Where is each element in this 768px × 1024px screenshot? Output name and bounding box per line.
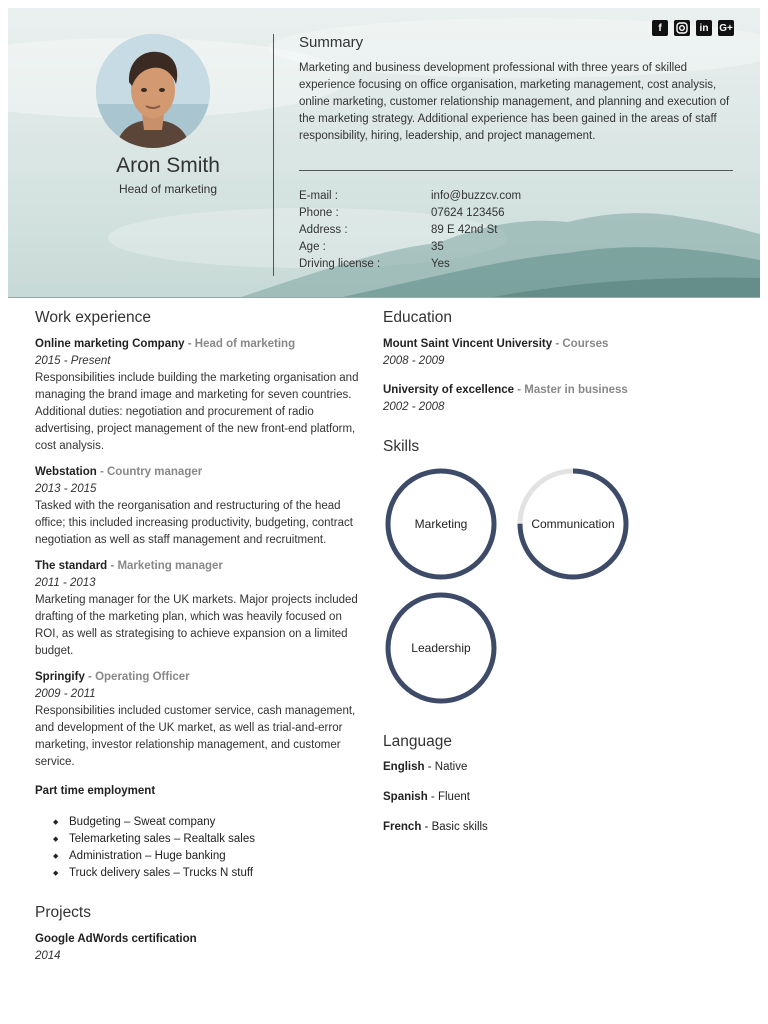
language-item: French - Basic skills bbox=[383, 821, 488, 833]
profile-name: Aron Smith bbox=[116, 154, 220, 177]
skills-rings bbox=[383, 466, 743, 721]
header-banner bbox=[8, 8, 760, 298]
education-course: Courses bbox=[562, 338, 609, 350]
vertical-divider bbox=[273, 34, 274, 276]
education-dates: 2002 - 2008 bbox=[383, 401, 445, 413]
job-dates: 2009 - 2011 bbox=[35, 688, 96, 700]
linkedin-icon[interactable]: in bbox=[696, 20, 712, 36]
google-plus-icon[interactable]: G+ bbox=[718, 20, 734, 36]
summary-title: Summary bbox=[299, 34, 364, 51]
part-time-list bbox=[53, 814, 360, 882]
job-company: Springify bbox=[35, 671, 85, 683]
contact-row-phone bbox=[299, 205, 521, 222]
list-item: ◆ Budgeting – Sweat company bbox=[53, 814, 360, 831]
contact-label: E-mail : bbox=[299, 190, 338, 202]
age-value: 35 bbox=[431, 241, 444, 253]
part-time-title: Part time employment bbox=[35, 785, 156, 797]
skill-label: Leadership bbox=[411, 641, 471, 655]
language-level: Native bbox=[434, 761, 468, 773]
contact-row-license bbox=[299, 256, 521, 273]
contact-row-age bbox=[299, 239, 521, 256]
address-value: 89 E 42nd St bbox=[431, 224, 498, 236]
contact-label: Age : bbox=[299, 241, 326, 253]
contact-label: Address : bbox=[299, 224, 348, 236]
job-position: Operating Officer bbox=[95, 671, 190, 683]
job-description: Responsibilities included customer service, cash management, and development of the UK market, as well as trial-and-error marketing, investor relationship management, and customer service. bbox=[35, 705, 356, 768]
right-column bbox=[383, 309, 743, 836]
education-school: University of excellence bbox=[383, 384, 515, 396]
language-title: Language bbox=[383, 733, 452, 750]
skill-ring-marketing bbox=[383, 466, 499, 582]
list-item: ◆ Telemarketing sales – Realtalk sales bbox=[53, 831, 360, 848]
skill-label: Marketing bbox=[414, 517, 468, 531]
work-experience-title: Work experience bbox=[35, 309, 152, 326]
language-level: Basic skills bbox=[431, 821, 488, 833]
job-entry: The standard - Marketing manager 2011 - 2013 Marketing manager for the UK markets. Major projects included drafting of the marketing plan, which was heavily focused on ROI, as well as strategising to achieve expansion on a limited budget. bbox=[35, 558, 360, 660]
skill-ring-communication bbox=[515, 466, 631, 582]
project-year: 2014 bbox=[35, 950, 61, 962]
job-dates: 2011 - 2013 bbox=[35, 577, 96, 589]
education-school: Mount Saint Vincent University bbox=[383, 338, 553, 350]
job-position: Marketing manager bbox=[117, 560, 223, 572]
list-item: ◆ Administration – Huge banking bbox=[53, 848, 360, 865]
language-name: English bbox=[383, 761, 425, 773]
contact-row-email bbox=[299, 188, 521, 205]
language-item: English - Native bbox=[383, 761, 468, 773]
project-entry bbox=[35, 931, 360, 965]
job-company: Online marketing Company bbox=[35, 338, 185, 350]
horizontal-divider bbox=[299, 170, 733, 171]
summary-text: Marketing and business development professional with three years of skilled experience focusing on office organisation, marketing management, cost analysis, online marketing, customer relationship management, and planning and execution of the marketing strategy. Additional experience has been gained in the areas of staff responsibility, hiring, leadership, and project management. bbox=[299, 62, 730, 142]
facebook-icon[interactable]: f bbox=[652, 20, 668, 36]
education-dates: 2008 - 2009 bbox=[383, 355, 445, 367]
language-name: Spanish bbox=[383, 791, 428, 803]
job-company: The standard bbox=[35, 560, 108, 572]
job-description: Marketing manager for the UK markets. Major projects included drafting of the marketing plan, which was heavily focused on ROI, as well as strategising to achieve expansion on a limited budget. bbox=[35, 594, 358, 657]
job-description: Responsibilities include building the marketing organisation and managing the brand image and marketing for seven countries. Additional duties: negotiation and procurement of radio advertising, project management of the new front-end platform, cost analysis. bbox=[35, 372, 359, 452]
job-entry: Springify - Operating Officer 2009 - 2011 Responsibilities included customer service, cash management, and development of the UK market, as well as trial-and-error marketing, investor relationship management, and customer service. bbox=[35, 669, 360, 771]
job-entry: Online marketing Company - Head of marketing 2015 - Present Responsibilities include building the marketing organisation and managing the brand image and marketing for seven countries. Additional duties: negotiation and procurement of radio advertising, project management of the new front-end platform, cost analysis. bbox=[35, 336, 360, 455]
email-value[interactable]: info@buzzcv.com bbox=[431, 190, 522, 202]
language-level: Fluent bbox=[437, 791, 470, 803]
contact-label: Phone : bbox=[299, 207, 339, 219]
projects-title: Projects bbox=[35, 904, 91, 921]
contact-label: Driving license : bbox=[299, 258, 381, 270]
skill-label: Communication bbox=[531, 517, 615, 531]
education-course: Master in business bbox=[524, 384, 628, 396]
job-company: Webstation bbox=[35, 466, 97, 478]
job-entry: Webstation - Country manager 2013 - 2015 Tasked with the reorganisation and restructuring of the head office; this included increasing productivity, budgeting, contract negotiation as well as staff management and recruitment. bbox=[35, 464, 360, 549]
phone-value: 07624 123456 bbox=[431, 207, 505, 219]
job-dates: 2013 - 2015 bbox=[35, 483, 97, 495]
education-title: Education bbox=[383, 309, 452, 326]
avatar bbox=[96, 34, 210, 148]
contact-info bbox=[299, 188, 521, 273]
education-entry: Mount Saint Vincent University - Courses 2008 - 2009 bbox=[383, 336, 743, 370]
social-links bbox=[652, 20, 734, 36]
job-dates: 2015 - Present bbox=[35, 355, 111, 367]
skill-ring-leadership bbox=[383, 590, 499, 706]
language-name: French bbox=[383, 821, 422, 833]
job-position: Head of marketing bbox=[194, 338, 296, 350]
contact-row-address bbox=[299, 222, 521, 239]
instagram-icon[interactable] bbox=[674, 20, 690, 36]
skills-title: Skills bbox=[383, 438, 420, 455]
language-item: Spanish - Fluent bbox=[383, 791, 470, 803]
license-value: Yes bbox=[431, 258, 450, 270]
list-item: ◆ Truck delivery sales – Trucks N stuff bbox=[53, 865, 360, 882]
education-entry: University of excellence - Master in business 2002 - 2008 bbox=[383, 382, 743, 416]
project-name: Google AdWords certification bbox=[35, 933, 197, 945]
profile-role: Head of marketing bbox=[118, 182, 218, 196]
job-description: Tasked with the reorganisation and restructuring of the head office; this included increasing productivity, budgeting, contract negotiation as well as staff management and recruitment. bbox=[35, 500, 353, 546]
job-position: Country manager bbox=[107, 466, 203, 478]
left-column bbox=[35, 309, 360, 965]
